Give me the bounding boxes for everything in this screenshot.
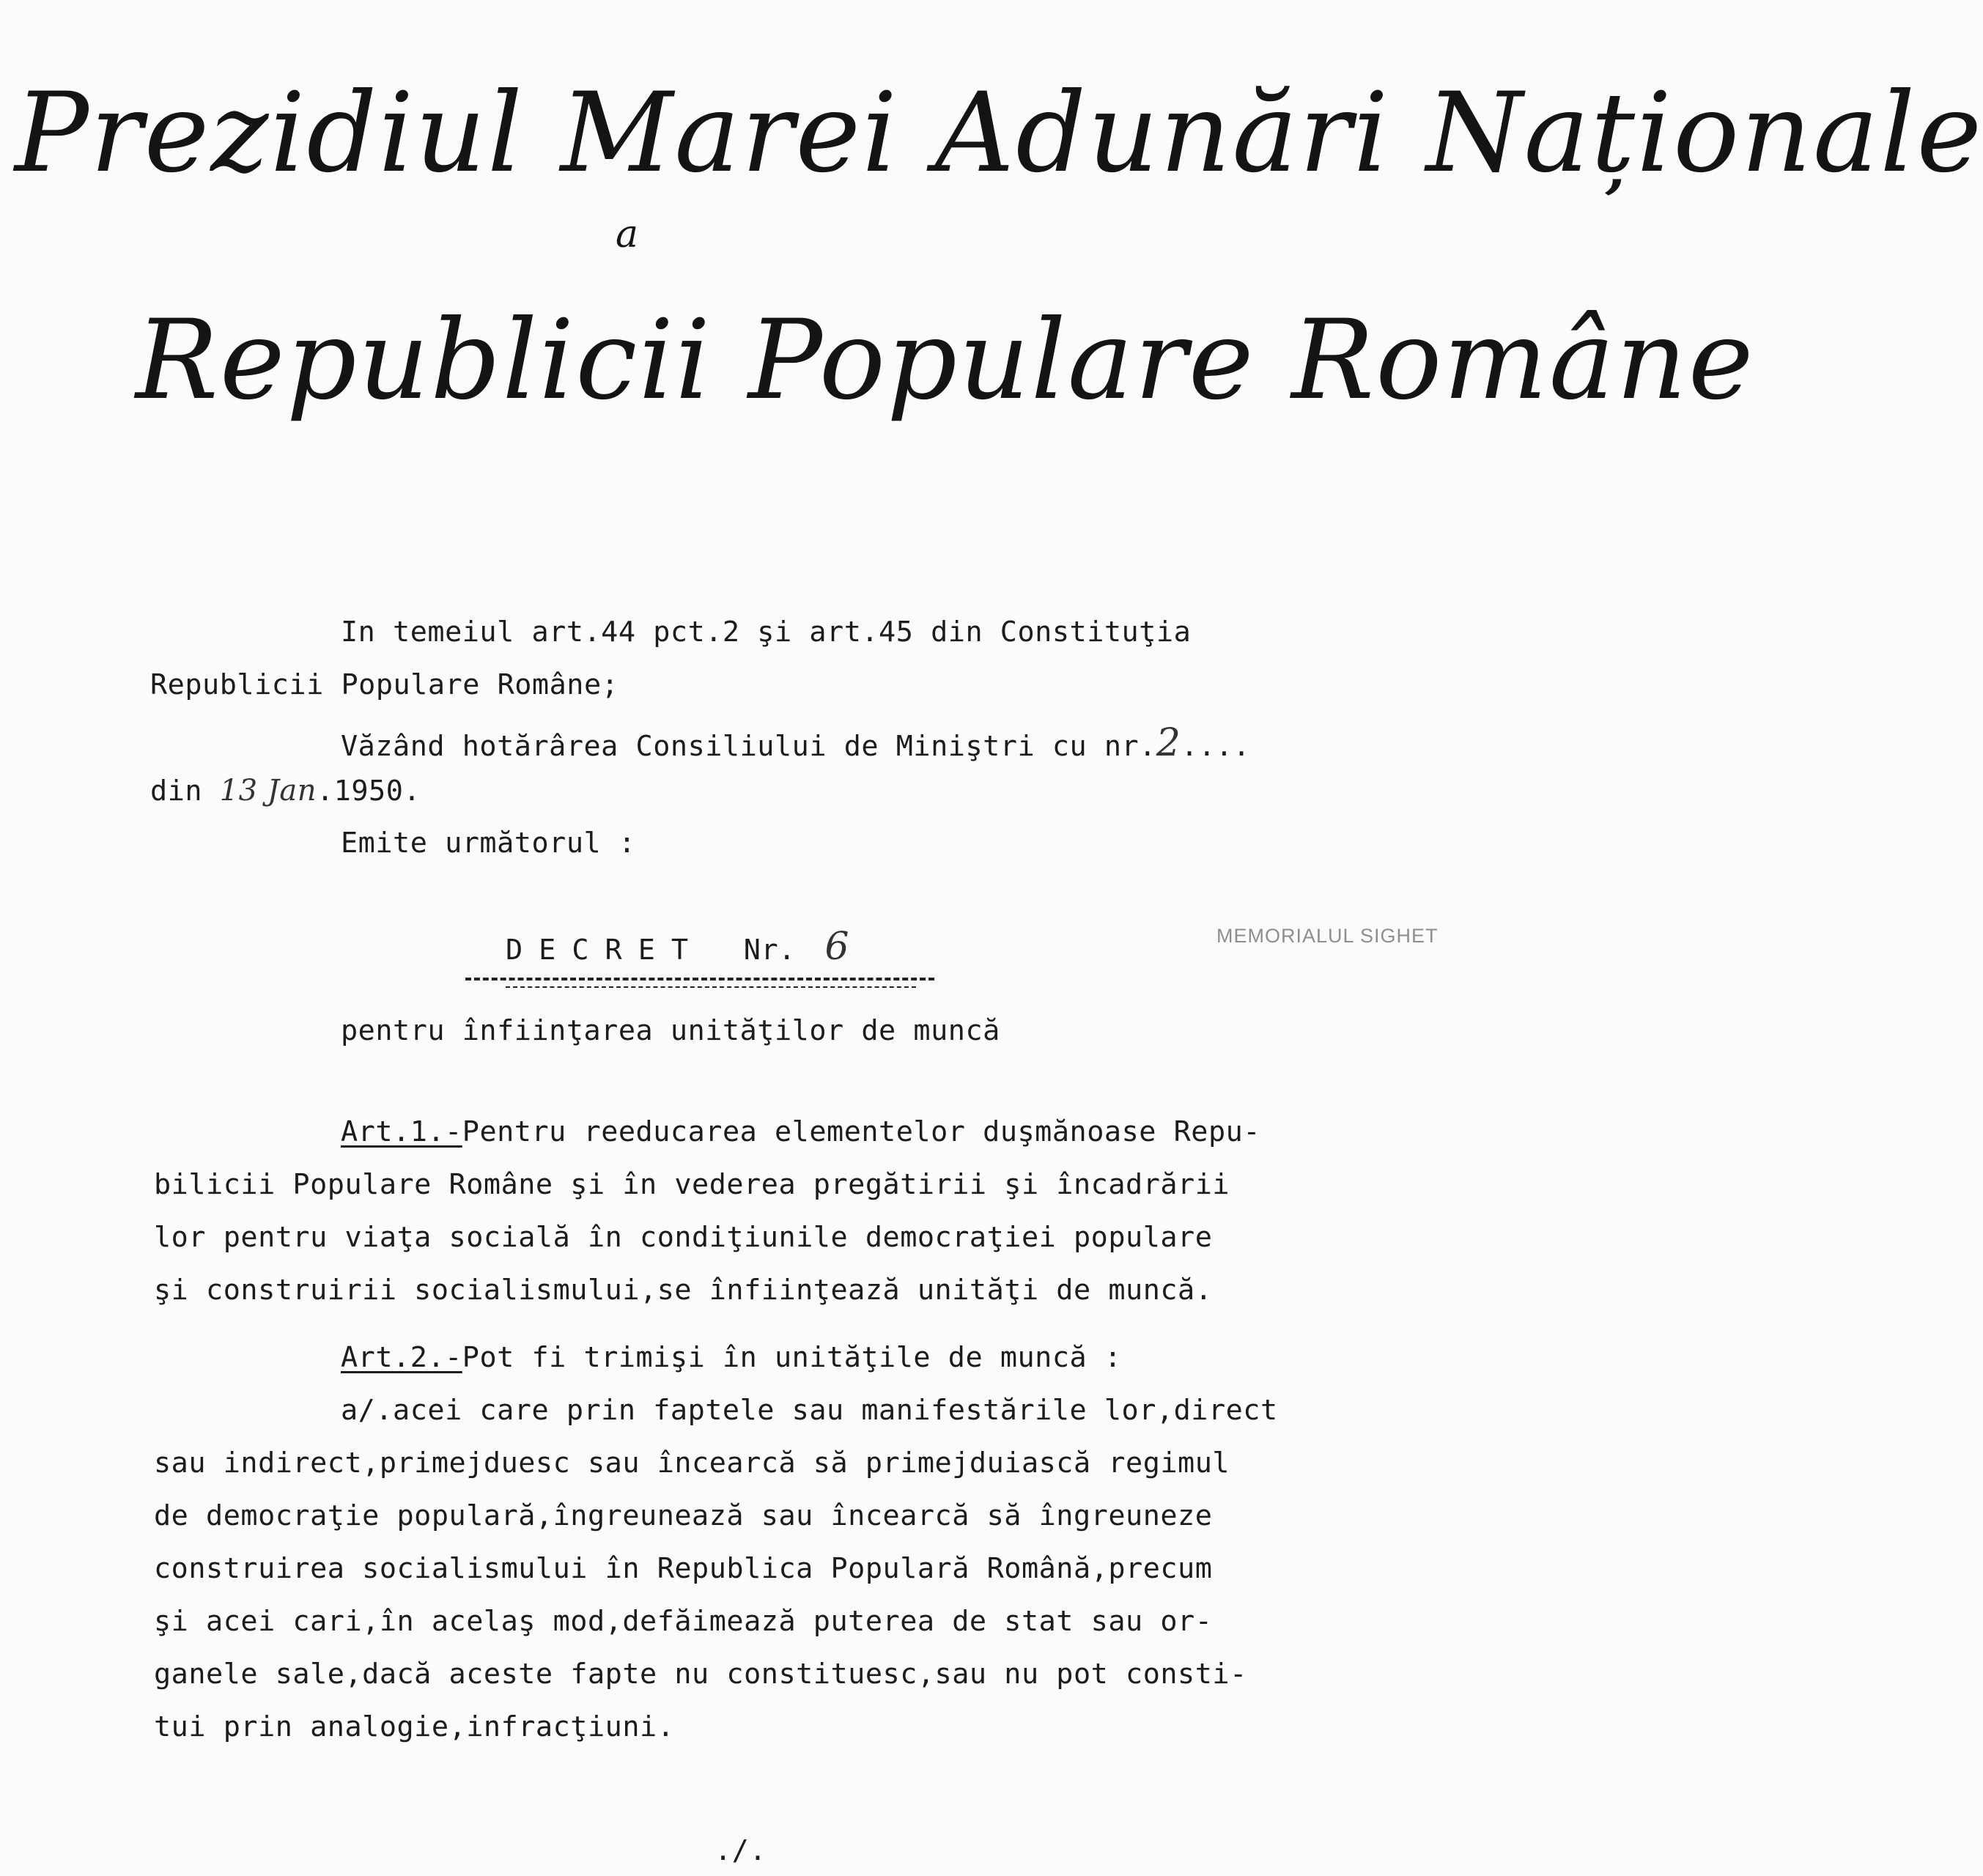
page-continuation-mark: ./. (714, 1834, 767, 1867)
article-1-text: Pentru reeducarea elementelor duşmănoase Repu- (462, 1115, 1260, 1148)
article-2-line: sau indirect,primejduesc sau încearcă să primejduiască regimul (154, 1447, 1230, 1480)
article-2-text: Pot fi trimişi în unităţile de muncă : (462, 1341, 1122, 1374)
preamble-line: Emite următorul : (341, 827, 636, 860)
article-1-line: şi construirii socialismului,se înfiinţează unităţi de muncă. (154, 1274, 1213, 1307)
article-2-label: Art.2.- (341, 1341, 462, 1374)
preamble-line: Republicii Populare Române; (150, 668, 619, 701)
article-2-line (341, 1341, 1122, 1374)
handwritten-number: 2 (1156, 721, 1181, 765)
handwritten-date: 13 Jan (219, 774, 317, 808)
article-2-line: de democraţie populară,îngreunează sau încearcă să îngreuneze (154, 1499, 1213, 1532)
article-2-line: tui prin analogie,infracţiuni. (154, 1710, 675, 1743)
preamble-line (341, 721, 1250, 765)
title-rule-lower (506, 986, 916, 988)
decree-subtitle: pentru înfiinţarea unităţilor de muncă (341, 1014, 1000, 1047)
article-2-line: ganele sale,dacă aceste fapte nu constituesc,sau nu pot consti- (154, 1658, 1247, 1691)
article-1-line (341, 1115, 1260, 1148)
preamble-line (150, 774, 421, 808)
decree-nr-value: 6 (824, 925, 850, 969)
article-1-line: lor pentru viaţa socială în condiţiunile democraţiei populare (154, 1221, 1213, 1254)
preamble-text: .1950. (317, 775, 421, 808)
preamble-text: .... (1181, 730, 1251, 763)
letterhead-line-1: Prezidiul Marei Adunări Naționale (15, 70, 1983, 197)
article-2-line: construirea socialismului în Republica Populară Română,precum (154, 1552, 1213, 1585)
letterhead-line-2: a (616, 213, 640, 256)
decree-title: DECRET (506, 934, 705, 967)
article-2-line: a/.acei care prin faptele sau manifestările lor,direct (341, 1394, 1278, 1427)
article-1-label: Art.1.- (341, 1115, 462, 1148)
preamble-text: Văzând hotărârea Consiliului de Miniştri cu nr. (341, 730, 1156, 763)
preamble-line: In temeiul art.44 pct.2 şi art.45 din Constituţia (341, 616, 1192, 649)
article-1-line: bilicii Populare Române şi în vederea pregătirii şi încadrării (154, 1168, 1230, 1201)
watermark: MEMORIALUL SIGHET (1216, 925, 1439, 947)
article-2-line: şi acei cari,în acelaş mod,defăimează puterea de stat sau or- (154, 1605, 1213, 1638)
decree-nr-label: Nr. (743, 934, 796, 967)
title-rule (465, 978, 934, 981)
decree-heading (506, 925, 849, 969)
preamble-text: din (150, 775, 203, 808)
letterhead-line-3: Republicii Populare Române (136, 297, 1755, 424)
